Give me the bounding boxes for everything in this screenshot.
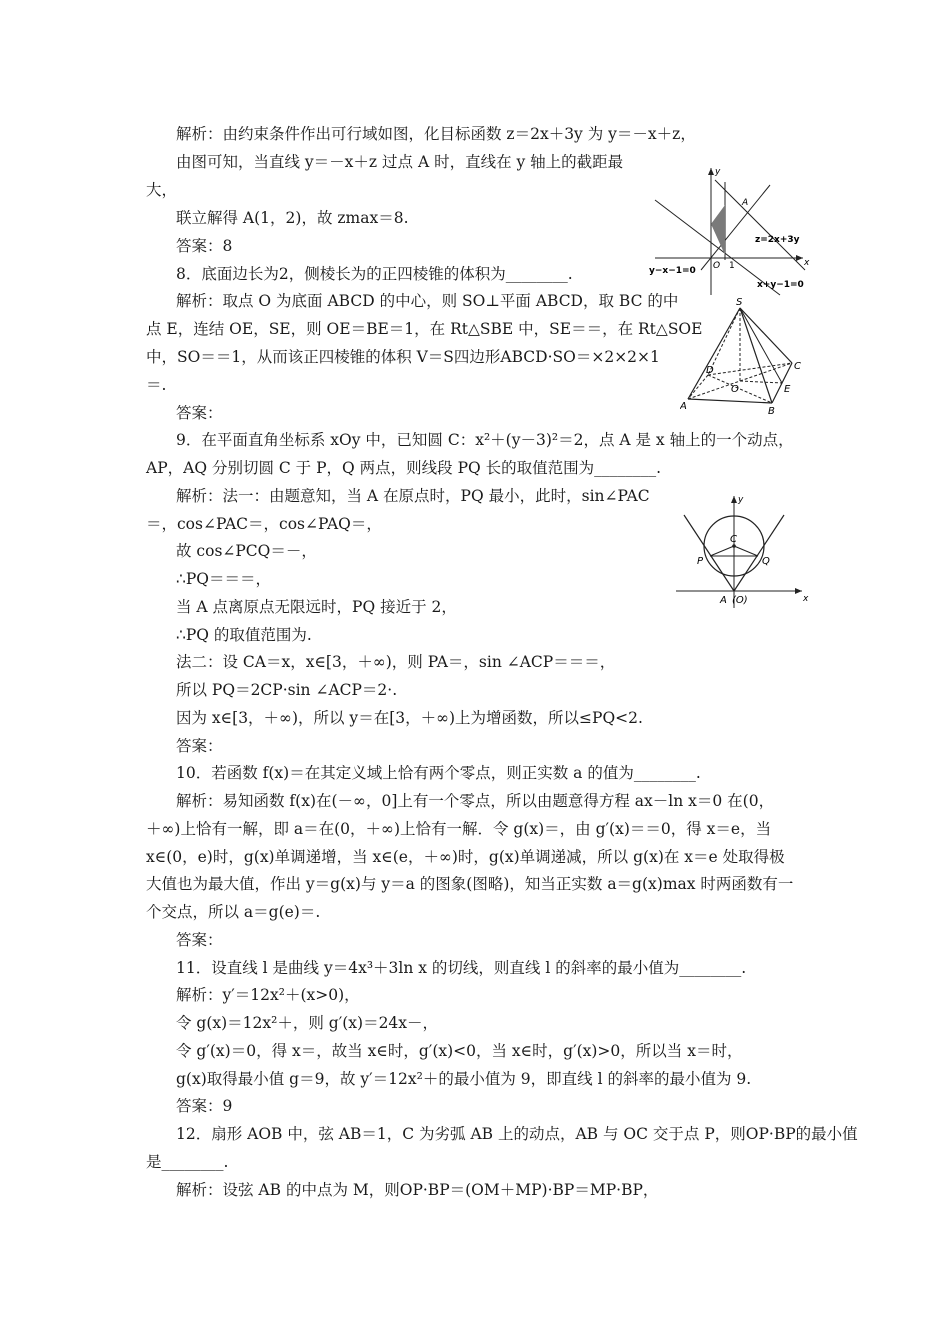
x-axis-arrow: [796, 255, 803, 261]
question-11: 11．设直线 l 是曲线 y＝4x³＋3ln x 的切线，则直线 l 的斜率的最小值为________.: [176, 959, 747, 977]
vertex-label: B: [768, 406, 775, 417]
radius-cq: [734, 546, 758, 556]
text-line: 点 E，连结 OE，SE，则 OE＝BE＝1，在 Rt△SBE 中，SE＝＝，在 Rt△SOE: [146, 320, 703, 338]
text-line: 个交点，所以 a＝g(e)＝.: [146, 903, 321, 921]
x-axis-label: x: [803, 594, 809, 604]
answer-line: 答案：9: [176, 1097, 233, 1115]
vertex-label: A: [680, 401, 687, 412]
text-line: ＋∞)上恰有一解，即 a＝在(0，＋∞)上恰有一解．令 g(x)＝，由 g′(x)＝＝0，得 x＝e，当: [146, 820, 772, 838]
answer-line: 答案：: [176, 931, 223, 949]
vertex-label: C: [794, 361, 801, 372]
text-line: 由图可知，当直线 y＝－x＋z 过点 A 时，直线在 y 轴上的截距最: [176, 153, 624, 171]
answer-line: 答案：: [176, 404, 223, 422]
text-line: 所以 PQ＝2CP·sin ∠ACP＝2·.: [176, 681, 398, 699]
text-line: ∴PQ 的取值范围为.: [176, 626, 312, 644]
text-line: 联立解得 A(1，2)，故 zmax＝8.: [176, 209, 409, 227]
text-line: 法二：设 CA＝x，x∈[3，＋∞)，则 PA＝，sin ∠ACP＝＝＝，: [176, 653, 616, 671]
text-line: 故 cos∠PCQ＝－，: [176, 542, 317, 560]
objective-line: [715, 180, 805, 270]
line-label: x+y−1=0: [757, 280, 804, 290]
text-line: 中，SO＝＝1，从而该正四棱锥的体积 V＝S四边形ABCD·SO＝×2×2×1: [146, 348, 660, 366]
base-edge: [688, 399, 772, 403]
answer-line: 答案：: [176, 737, 223, 755]
text-line: 解析：取点 O 为底面 ABCD 的中心，则 SO⊥平面 ABCD，取 BC 的中: [176, 292, 679, 310]
text-line: 大，: [146, 181, 178, 199]
question-9: 9．在平面直角坐标系 xOy 中，已知圆 C：x²＋(y－3)²＝2，点 A 是 x 轴上的一个动点，: [176, 431, 794, 449]
tangent-line: [734, 515, 784, 591]
vertex-label: O: [731, 384, 739, 395]
question-8: 8．底面边长为2，侧棱长为的正四棱锥的体积为________.: [176, 265, 573, 283]
question-10: 10．若函数 f(x)＝在其定义域上恰有两个零点，则正实数 a 的值为________.: [176, 764, 701, 782]
y-axis-label: y: [715, 167, 721, 177]
line-label: y−x−1=0: [649, 266, 696, 276]
hidden-edge: [708, 363, 792, 375]
text-line: 解析：法一：由题意知，当 A 在原点时，PQ 最小，此时，sin∠PAC: [176, 487, 650, 505]
y-axis-arrow: [708, 168, 714, 175]
circle-tangent-figure: [670, 490, 810, 615]
text-line: AP，AQ 分别切圆 C 于 P，Q 两点，则线段 PQ 长的取值范围为________.: [146, 459, 662, 477]
y-axis-arrow: [731, 496, 737, 503]
point-label: P: [697, 556, 704, 567]
text-line: 令 g(x)＝12x²＋，则 g′(x)＝24x－，: [176, 1014, 439, 1032]
radius-cp: [710, 546, 734, 556]
text-line: ＝，cos∠PAC＝，cos∠PAQ＝，: [146, 515, 382, 533]
answer-line: 答案：8: [176, 237, 233, 255]
text-line: x∈(0，e)时，g(x)单调递增，当 x∈(e，＋∞)时，g(x)单调递减，所以 g(x)在 x＝e 处取得极: [146, 848, 785, 866]
text-line: ∴PQ＝＝＝，: [176, 570, 271, 588]
point-label: Q: [762, 556, 770, 567]
tangent-line: [684, 515, 734, 591]
text-line: 解析：y′＝12x²＋(x>0)，: [176, 986, 360, 1004]
text-line: 解析：设弦 AB 的中点为 M，则OP·BP＝(OM＋MP)·BP＝MP·BP，: [176, 1181, 659, 1199]
text-line: 大值也为最大值，作出 y＝g(x)与 y＝a 的图象(图略)，知当正实数 a＝g(x)max 时两函数有一: [146, 875, 794, 893]
text-line: 当 A 点离原点无限远时，PQ 接近于 2，: [176, 598, 457, 616]
line-label: z=2x+3y: [755, 235, 800, 245]
vertex-label: D: [706, 365, 714, 376]
text-line: 是________.: [146, 1153, 229, 1171]
origin-label: (O): [732, 595, 748, 606]
text-line: g(x)取得最小值 g＝9，故 y′＝12x²＋的最小值为 9，即直线 l 的斜率的最小值为 9.: [176, 1070, 752, 1088]
text-line: ＝.: [146, 376, 167, 394]
text-line: 解析：易知函数 f(x)在(－∞，0]上有一个零点，所以由题意得方程 ax－ln x＝0 在(0，: [176, 792, 775, 810]
y-axis-label: y: [738, 495, 744, 505]
vertex-label: S: [736, 297, 743, 308]
origin-label: O: [713, 261, 721, 271]
point-label: C: [730, 534, 737, 545]
question-12: 12．扇形 AOB 中，弦 AB＝1，C 为劣弧 AB 上的动点，AB 与 OC 交于点 P，则OP·BP的最小值: [176, 1125, 858, 1143]
point-label: A: [720, 595, 727, 606]
vertex-label: E: [784, 384, 791, 395]
pyramid-figure: [680, 293, 810, 418]
x-axis-label: x: [804, 258, 810, 268]
tick-label: 1: [729, 261, 735, 271]
text-line: 令 g′(x)＝0，得 x＝，故当 x∈时，g′(x)<0，当 x∈时，g′(x)>0，所以当 x＝时，: [176, 1042, 743, 1060]
feasible-region-figure: [645, 160, 815, 300]
lateral-edge: [740, 308, 772, 403]
point-label: A: [742, 198, 749, 208]
text-line: 解析：由约束条件作出可行域如图，化目标函数 z＝2x＋3y 为 y＝－x＋z，: [176, 125, 696, 143]
x-axis-arrow: [795, 588, 802, 594]
text-line: 因为 x∈[3，＋∞)，所以 y＝在[3，＋∞)上为增函数，所以≤PQ<2.: [176, 709, 643, 727]
segment-oe: [740, 381, 782, 383]
